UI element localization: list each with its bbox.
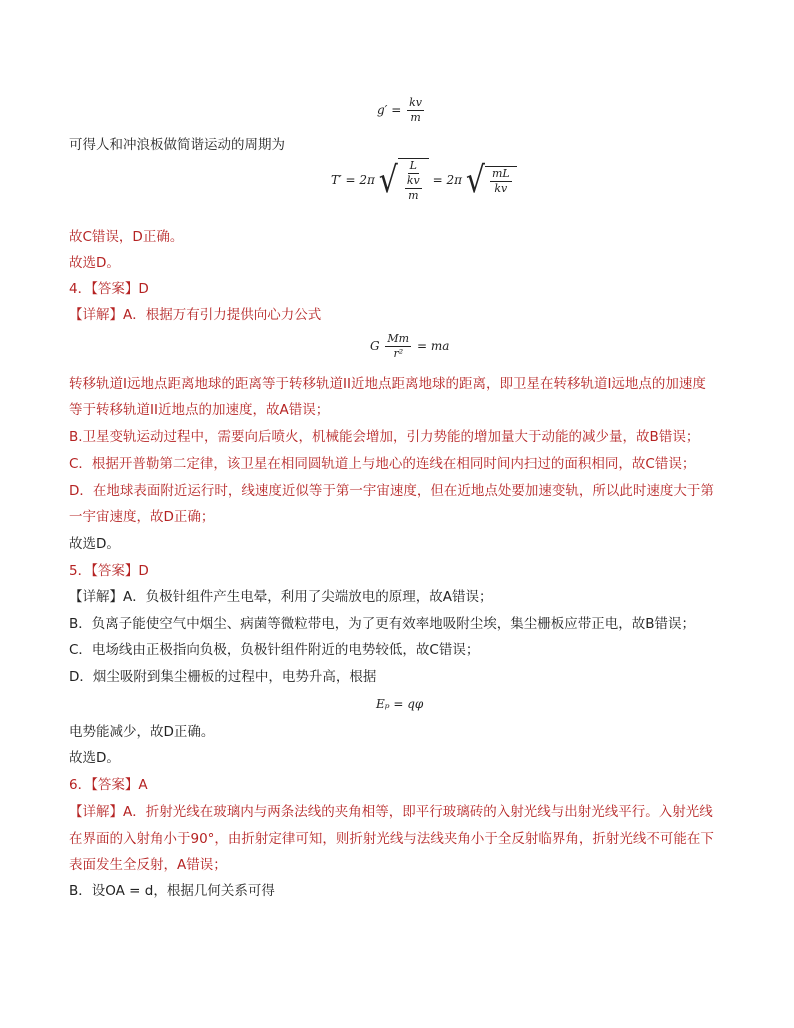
text-line-1: 可得人和冲浪板做简谐运动的周期为 (69, 137, 285, 153)
answer-heading-5: 5．【答案】D (69, 563, 149, 579)
text-line-19: 故选D。 (69, 750, 120, 766)
formula-period-frac-2-num: mL (491, 166, 510, 180)
formula-gravitation-num: Mm (387, 332, 410, 345)
formula-period-sqrt-1 (379, 158, 429, 203)
formula-period-sqrt-1-body (398, 158, 429, 203)
formula-period-frac-1-den-frac (405, 174, 422, 203)
text-line-18: 电势能减少，故D正确。 (69, 724, 215, 740)
text-line-2: 故C错误，D正确。 (69, 229, 184, 245)
formula-potential-energy: Eₚ = qφ (376, 697, 424, 711)
answer-heading-6: 6．【答案】A (69, 777, 148, 793)
text-line-11: 一宇宙速度，故D正确； (69, 509, 215, 525)
text-line-17: D．烟尘吸附到集尘栅板的过程中，电势升高，根据 (69, 669, 377, 685)
formula-period-frac-2 (490, 167, 512, 196)
formula-period-frac-1-num: L (409, 159, 417, 172)
formula-period-frac-1 (403, 159, 424, 203)
formula-gravitation-den: r² (393, 347, 404, 360)
text-line-9: C．根据开普勒第二定律，该卫星在相同圆轨道上与地心的连线在相同时间内扫过的面积相同，故C错误； (69, 456, 696, 472)
text-line-12: 故选D。 (69, 536, 120, 552)
text-line-3: 故选D。 (69, 255, 120, 271)
text-line-7: 等于转移轨道II近地点的加速度，故A错误； (69, 402, 330, 418)
text-line-22: 在界面的入射角小于90°，由折射定律可知，则折射光线与法线夹角小于全反射临界角，折射光线不可能在下 (69, 831, 714, 847)
text-line-21: 【详解】A．折射光线在玻璃内与两条法线的夹角相等，即平行玻璃砖的入射光线与出射光线平行。入射光线 (69, 804, 713, 820)
sqrt-symbol: √ (465, 158, 485, 201)
text-line-6: 转移轨道I远地点距离地球的距离等于转移轨道II近地点距离地球的距离，即卫星在转移轨道I远地点的加速度 (69, 376, 706, 392)
formula-g-prime-numerator: kv (409, 96, 422, 109)
formula-period-sqrt-2 (465, 158, 517, 201)
formula-gravitation-rhs: = ma (416, 339, 450, 353)
text-line-15: B．负离子能使空气中烟尘、病菌等微粒带电，为了更有效率地吸附尘埃，集尘栅板应带正电，故B错误； (69, 616, 696, 632)
formula-g-prime-denominator: m (410, 111, 421, 124)
formula-period-sqrt-2-body (485, 166, 517, 196)
text-line-10: D．在地球表面附近运行时，线速度近似等于第一宇宙速度，但在近地点处要加速变轨，所以此时速度大于第 (69, 483, 714, 499)
formula-g-prime (377, 96, 426, 125)
formula-period-frac-1-den (403, 174, 424, 203)
formula-period-lhs: T′ = 2π (331, 173, 375, 187)
text-line-5: 【详解】A．根据万有引力提供向心力公式 (69, 307, 322, 323)
text-line-23: 表面发生全反射，A错误； (69, 857, 227, 873)
answer-heading-4: 4．【答案】D (69, 281, 149, 297)
formula-period (331, 158, 517, 203)
formula-period-frac-1-den-den: m (408, 189, 419, 202)
formula-g-prime-lhs: g′ = (377, 103, 402, 117)
formula-period-frac-1-den-num: kv (406, 174, 420, 187)
text-line-8: B.卫星变轨运动过程中，需要向后喷火，机械能会增加，引力势能的增加量大于动能的减少量，故B错误； (69, 429, 700, 445)
formula-period-mid: = 2π (432, 173, 462, 187)
formula-gravitation-fraction (385, 332, 411, 361)
formula-period-frac-2-den: kv (494, 181, 508, 195)
text-line-16: C．电场线由正极指向负极，负极针组件附近的电势较低，故C错误； (69, 642, 480, 658)
formula-g-prime-fraction (407, 96, 424, 125)
sqrt-symbol: √ (378, 158, 398, 201)
formula-gravitation (370, 332, 449, 361)
text-line-14: 【详解】A．负极针组件产生电晕，利用了尖端放电的原理，故A错误； (69, 589, 493, 605)
formula-gravitation-g: G (370, 339, 380, 353)
text-line-24: B．设OA = d，根据几何关系可得 (69, 883, 275, 899)
